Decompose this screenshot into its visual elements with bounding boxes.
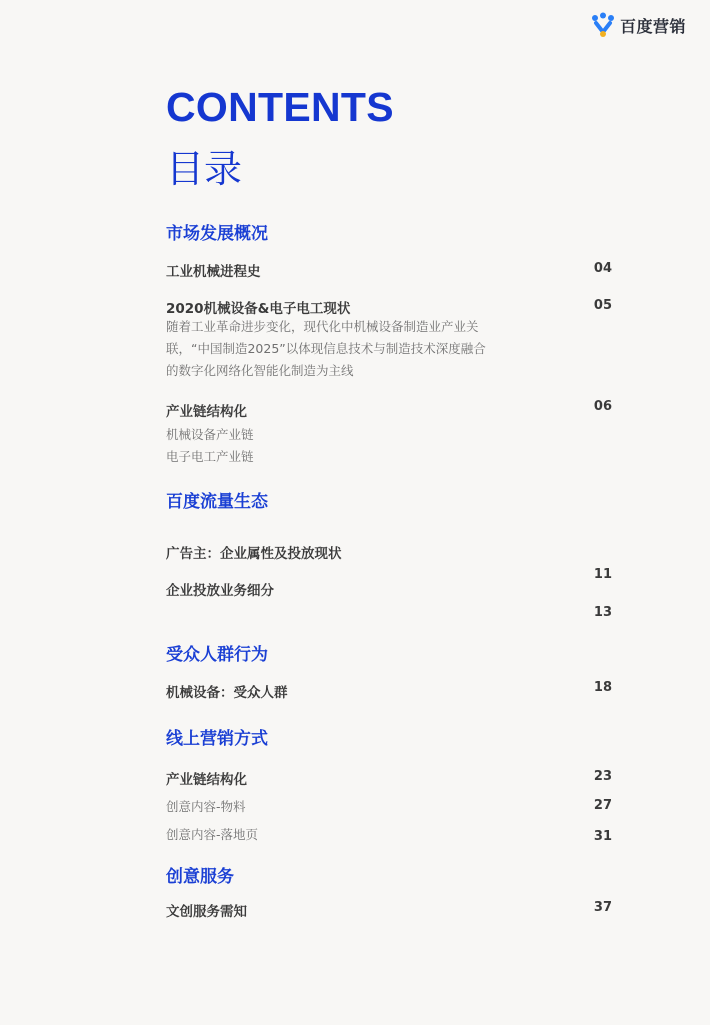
toc-item[interactable]: 文创服务需知 [166,904,247,920]
toc-subitem: 机械设备产业链 [166,427,254,442]
toc-page-number: 37 [593,900,612,915]
toc-item[interactable]: 机械设备：受众人群 [166,685,288,701]
toc-item[interactable]: 产业链结构化 [166,772,247,788]
toc-page-number: 18 [593,680,612,695]
toc-item[interactable]: 广告主：企业属性及投放现状 [166,546,342,562]
section-title: 线上营销方式 [166,729,268,749]
toc-item[interactable]: 企业投放业务细分 [166,583,274,599]
brand-name: 百度营销 [620,16,687,36]
toc-page-number: 23 [593,769,612,784]
toc-page-number: 05 [593,298,612,313]
toc-page-number: 06 [593,399,612,414]
brand-logo [590,12,686,38]
toc-page-number: 13 [593,605,612,620]
toc-item[interactable]: 工业机械进程史 [166,264,261,280]
baidu-marketing-logo-icon [590,12,616,38]
toc-item-description: 随着工业革命进步变化，现代化中机械设备制造业产业关联，“中国制造2025”以体现信息技术与制造技术深度融合的数字化网络化智能化制造为主线 [166,319,486,378]
toc-page-number: 27 [593,798,612,813]
section-title: 市场发展概况 [166,224,268,244]
contents-title-cn: 目录 [166,147,243,191]
toc-page-number: 31 [593,829,612,844]
section-title: 百度流量生态 [166,492,268,512]
toc-subitem: 电子电工产业链 [166,449,254,464]
toc-item[interactable]: 产业链结构化 [166,404,247,420]
contents-title-en: CONTENTS [166,84,394,130]
section-title: 创意服务 [166,867,234,887]
toc-page-number: 11 [593,567,612,582]
toc-item[interactable]: 2020机械设备&电子电工现状 [166,301,351,317]
section-title: 受众人群行为 [166,645,268,665]
toc-page-number: 04 [593,261,612,276]
toc-subitem[interactable]: 创意内容-落地页 [166,827,259,842]
toc-subitem[interactable]: 创意内容-物料 [166,799,246,814]
